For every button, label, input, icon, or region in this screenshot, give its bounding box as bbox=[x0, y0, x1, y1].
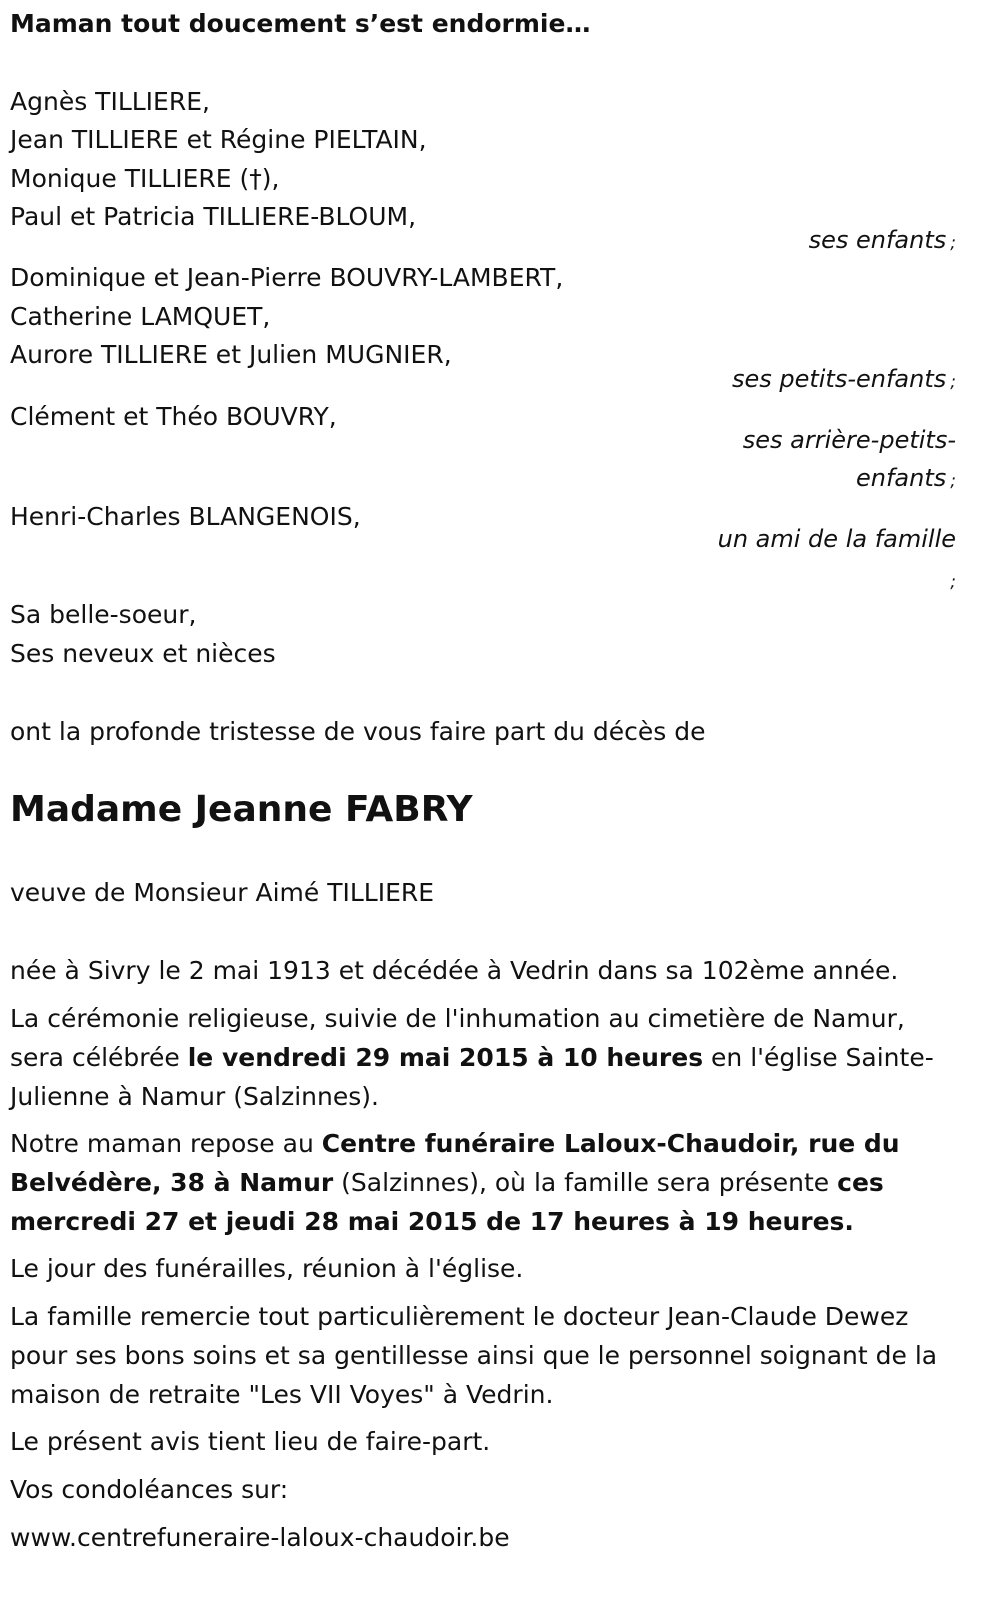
relation-greatgrandchildren-line2 bbox=[856, 459, 956, 500]
rest-text: Notre maman repose au bbox=[10, 1129, 322, 1158]
website-link[interactable]: www.centrefuneraire-laloux-chaudoir.be bbox=[10, 1523, 510, 1552]
relation-friend: un ami de la famille bbox=[717, 525, 956, 553]
family-member: Sa belle-soeur, bbox=[10, 600, 197, 629]
family-member: Ses neveux et nièces bbox=[10, 639, 276, 668]
notice: Le présent avis tient lieu de faire-part. bbox=[10, 1427, 491, 1456]
funeral-center: Centre funéraire Laloux-Chaudoir, rue du Belvédère, 38 à Namur bbox=[10, 1129, 900, 1197]
family-member: Monique TILLIERE (†), bbox=[10, 164, 280, 193]
separator: ; bbox=[950, 572, 956, 592]
ceremony-text: La cérémonie religieuse, suivie de l'inhumation au cimetière de Namur, sera célébrée bbox=[10, 1004, 905, 1072]
visiting-hours: ces mercredi 27 et jeudi 28 mai 2015 de 17 heures à 19 heures. bbox=[10, 1168, 884, 1236]
widow-line: veuve de Monsieur Aimé TILLIERE bbox=[10, 878, 435, 907]
family-member: Dominique et Jean-Pierre BOUVRY-LAMBERT, bbox=[10, 263, 564, 292]
birth-death-line: née à Sivry le 2 mai 1913 et décédée à Vedrin dans sa 102ème année. bbox=[10, 956, 899, 985]
separator: ; bbox=[950, 233, 956, 253]
family-member: Jean TILLIERE et Régine PIELTAIN, bbox=[10, 125, 427, 154]
family-member: Henri-Charles BLANGENOIS, bbox=[10, 502, 361, 531]
relation-label: ses petits-enfants bbox=[731, 365, 947, 393]
relation-label: enfants bbox=[856, 464, 947, 492]
relation-grandchildren bbox=[732, 360, 956, 401]
announcement: ont la profonde tristesse de vous faire part du décès de bbox=[10, 717, 706, 746]
relation-label: ses enfants bbox=[808, 226, 947, 254]
relation-greatgrandchildren-line1: ses arrière-petits- bbox=[742, 426, 956, 454]
relation-friend-separator bbox=[946, 560, 956, 601]
family-member: Paul et Patricia TILLIERE-BLOUM, bbox=[10, 202, 417, 231]
family-member: Aurore TILLIERE et Julien MUGNIER, bbox=[10, 340, 452, 369]
funeral-day: Le jour des funérailles, réunion à l'église. bbox=[10, 1254, 524, 1283]
family-member: Clément et Théo BOUVRY, bbox=[10, 402, 337, 431]
ceremony-place: en l'église Sainte-Julienne à Namur (Salzinnes). bbox=[10, 1043, 934, 1111]
separator: ; bbox=[950, 471, 956, 491]
family-member: Agnès TILLIERE, bbox=[10, 87, 210, 116]
relation-children bbox=[809, 221, 956, 262]
family-member: Catherine LAMQUET, bbox=[10, 302, 271, 331]
thanks-paragraph: La famille remercie tout particulièrement le docteur Jean-Claude Dewez pour ses bons soins et sa gentillesse ainsi que le personnel soignant de la maison de retraite "Les VII Voyes" à Vedrin. bbox=[10, 1302, 938, 1409]
header-title: Maman tout doucement s’est endormie… bbox=[10, 9, 591, 38]
deceased-name: Madame Jeanne FABRY bbox=[10, 789, 473, 830]
ceremony-date: le vendredi 29 mai 2015 à 10 heures bbox=[187, 1043, 704, 1072]
rest-text-2: (Salzinnes), où la famille sera présente bbox=[333, 1168, 838, 1197]
separator: ; bbox=[950, 372, 956, 392]
ceremony-paragraph bbox=[10, 999, 958, 1116]
condolences-label: Vos condoléances sur: bbox=[10, 1475, 289, 1504]
rest-paragraph bbox=[10, 1124, 958, 1241]
